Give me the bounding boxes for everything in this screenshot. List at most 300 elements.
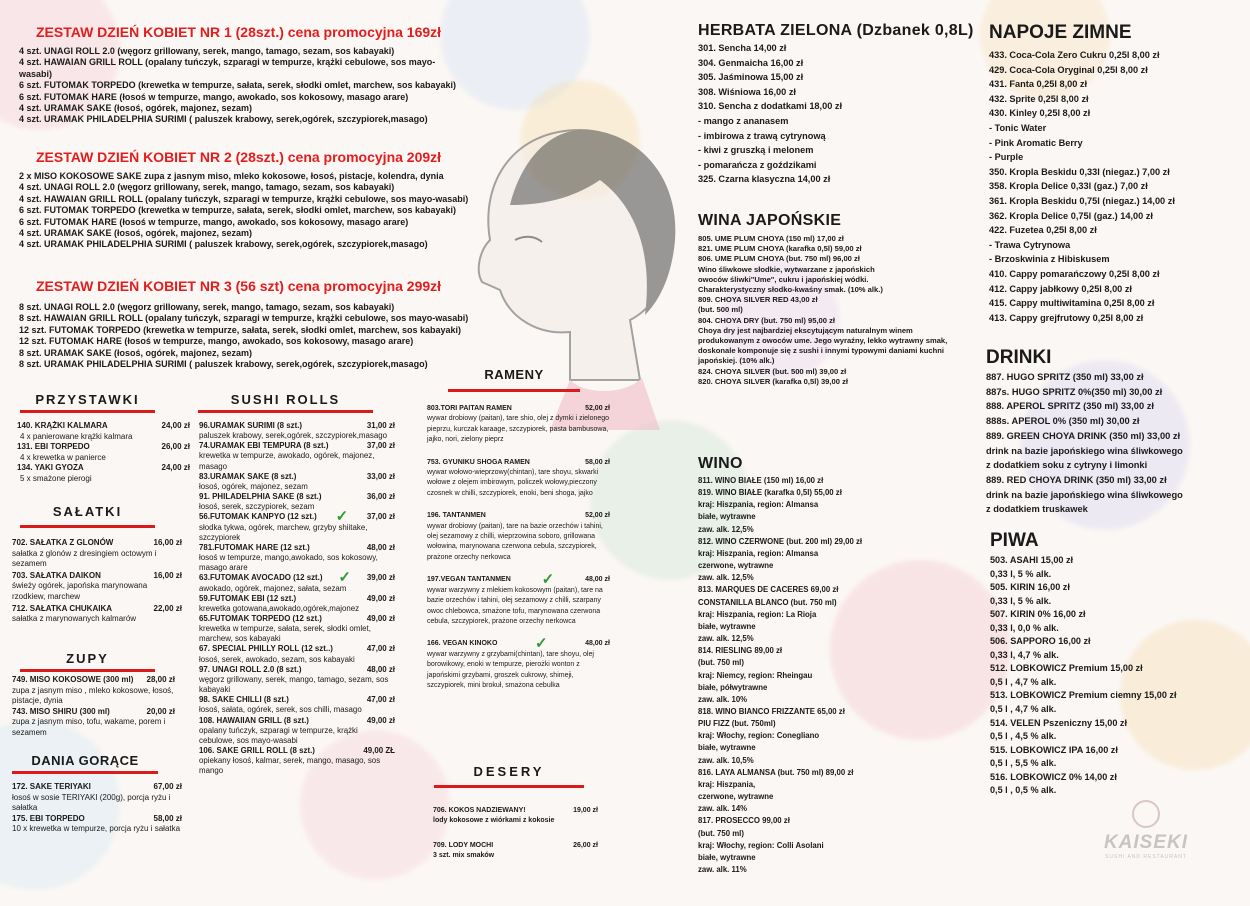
list-item [199, 472, 395, 492]
item-desc: opiekany łosoś, kalmar, serek, mango, masago, sos mango [199, 756, 381, 776]
zestaw-item: 8 szt. UNAGI ROLL 2.0 (węgorz grillowany, serek, mango, tamago, sezam, sos kabayaki) [19, 302, 395, 312]
item-name: 74.URAMAK EBI TEMPURA (8 szt.) [199, 441, 329, 451]
section-divider [448, 389, 580, 392]
list-line: - imbirowa z trawą cytrynową [698, 130, 826, 141]
list-line: owoców śliwki"Ume", cukru i japońskiej wódki. [698, 274, 869, 284]
list-line: 813. MARQUES DE CACERES 69,00 zł [698, 585, 839, 595]
zestaw-3-items [19, 302, 499, 370]
item-price: 67,00 zł [153, 782, 182, 791]
item-name: 83.URAMAK SAKE (8 szt.) [199, 471, 297, 481]
item-price: 52,00 zł [585, 512, 610, 520]
section-divider [12, 771, 158, 774]
item-name: 712. SAŁATKA CHUKAIKA [12, 603, 113, 613]
leaf-icon: ✓ [335, 508, 349, 526]
list-line: 0,5 l , 5,5 % alk. [990, 758, 1057, 769]
item-price: 28,00 zł [146, 675, 175, 684]
list-line: 889. GREEN CHOYA DRINK (350 ml) 33,00 zł [986, 430, 1181, 441]
item-name: 803.TORI PAITAN RAMEN [427, 405, 512, 412]
list-item [12, 707, 175, 739]
item-desc: krewetka gotowana,awokado,ogórek,majonez [199, 603, 360, 613]
list-item [17, 421, 190, 442]
item-desc: wywar drobiowy (paitan), tare shio, olej z dymki i zielonego pieprzu, kurczak karaage, szczypiorek, pasta bambusowa, jajko, nori, zielony pieprz [427, 415, 610, 444]
rameny-header [448, 367, 580, 392]
item-desc: opalany tuńczyk, szparagi w tempurze, krążki cebulowe, sos mayo-wasabi [199, 725, 358, 745]
item-name: 781.FUTOMAK HARE (12 szt.) [199, 542, 310, 552]
list-line: produkowanym z owoców ume. Jego wyraźny, lekko wytrawny smak, [698, 336, 948, 346]
item-price: 52,00 zł [585, 405, 610, 412]
item-desc: słodka tykwa, ogórek, marchew, grzyby shiitake, szczypiorek [199, 522, 368, 542]
item-price: 26,00 zł [161, 442, 190, 452]
list-line: 350. Kropla Beskidu 0,33l (niegaz.) 7,00 zł [989, 166, 1170, 177]
item-price: 48,00 zł [585, 576, 610, 584]
list-line: z dodatkiem soku z cytryny i limonki [986, 460, 1148, 471]
zestaw-item: 8 szt. URAMAK SAKE (łosoś, ogórek, majonez, sezam) [19, 347, 253, 358]
list-line: 804. CHOYA DRY (but. 750 ml) 95,00 zł [698, 315, 836, 325]
zestaw-1-title: ZESTAW DZIEŃ KOBIET NR 1 (28szt.) cena promocyjna 169zł [36, 24, 442, 40]
list-line: zaw. alk. 10% [698, 694, 748, 704]
list-line: 812. WINO CZERWONE (but. 200 ml) 29,00 zł [698, 536, 863, 546]
item-price: 49,00 zł [366, 715, 395, 725]
list-line: 0,33 l, 5 % alk. [990, 595, 1052, 606]
list-line: 816. LAYA ALMANSA (but. 750 ml) 89,00 zł [698, 767, 854, 777]
list-line: 503. ASAHI 15,00 zł [990, 555, 1074, 565]
item-price: 19,00 zł [573, 807, 598, 814]
item-name: 97. UNAGI ROLL 2.0 (8 szt.) [199, 664, 302, 674]
item-price: 16,00 zł [153, 538, 182, 547]
list-item [12, 814, 182, 835]
list-item [199, 695, 395, 715]
list-line: CONSTANILLA BLANCO (but. 750 ml) [698, 597, 837, 607]
zestaw-item: 2 x MISO KOKOSOWE SAKE zupa z jasnym miso, mleko kokosowe, łosoś, pistacje, kolendra, dynia [19, 171, 444, 181]
list-line: 410. Cappy pomarańczowy 0,25l 8,00 zł [989, 268, 1160, 279]
list-line: zaw. alk. 10,5% [698, 755, 754, 765]
item-price: 24,00 zł [161, 421, 190, 430]
item-desc: 4 x panierowane krążki kalmara [20, 431, 133, 441]
list-line: 819. WINO BIAŁE (karafka 0,5l) 55,00 zł [698, 488, 842, 498]
list-line: kraj: Włochy, region: Colli Asolani [698, 840, 824, 850]
dania-list [12, 782, 182, 835]
leaf-icon: ✓ [541, 571, 555, 589]
section-divider [20, 525, 155, 528]
item-desc: sałatka z glonów z dresingiem octowym i sezamem [12, 548, 157, 569]
item-price: 37,00 zł [366, 512, 395, 522]
list-line: 0,5 l , 0,5 % alk. [990, 785, 1057, 796]
item-name: 65.FUTOMAK TORPEDO (12 szt.) [199, 613, 322, 623]
kaiseki-logo [1096, 800, 1196, 860]
list-line: 305. Jaśminowa 15,00 zł [698, 72, 804, 83]
list-item [199, 594, 395, 614]
item-name: 172. SAKE TERIYAKI [12, 782, 91, 791]
list-line: 805. UME PLUM CHOYA (150 ml) 17,00 zł [698, 234, 844, 243]
rameny-list [427, 404, 610, 703]
logo-name: KAISEKI [1103, 832, 1189, 853]
item-price: 33,00 zł [366, 471, 395, 481]
item-name: 106. SAKE GRILL ROLL (8 szt.) [199, 746, 315, 755]
list-item [427, 635, 610, 691]
list-line: - Purple [989, 152, 1024, 163]
list-line: 513. LOBKOWICZ Premium ciemny 15,00 zł [990, 690, 1177, 701]
list-line: 0,5 l , 4,5 % alk. [990, 731, 1057, 742]
item-price: 47,00 zł [366, 695, 395, 705]
list-line: (but. 500 ml) [698, 305, 743, 315]
rameny-title: RAMENY [484, 367, 544, 382]
item-name: 96.URAMAK SURIMI (8 szt.) [199, 421, 303, 430]
item-price: 37,00 zł [366, 441, 395, 451]
item-desc: krewetka w tempurze, sałata, serek, słodki omlet, marchew, sos kabayaki [199, 624, 371, 644]
zestaw-item: 6 szt. FUTOMAK TORPEDO (krewetka w tempurze, sałata, serek, słodki omlet, marchew, sos kabayaki) [19, 80, 456, 91]
list-line: 362. Kropla Delice 0,75l (gaz.) 14,00 zł [989, 210, 1153, 221]
item-desc: 3 szt. mix smaków [433, 852, 495, 860]
item-name: 134. YAKI GYOZA [17, 463, 84, 473]
item-price: 48,00 zł [366, 664, 395, 674]
zupy-title: ZUPY [66, 651, 109, 666]
list-line: 361. Kropla Beskidu 0,75l (niegaz.) 14,00 zł [989, 195, 1175, 206]
item-name: 98. SAKE CHILLI (8 szt.) [199, 695, 289, 705]
list-line: 304. Genmaicha 16,00 zł [698, 57, 804, 68]
zestaw-item: 4 szt. HAWAIAN GRILL ROLL (opalany tuńczyk, szparagi w tempurze, krążki cebulowe, sos mayo-wasabi) [19, 193, 469, 204]
item-name: 197.VEGAN TANTANMEN [427, 576, 511, 584]
list-line: 507. KIRIN 0% 16,00 zł [990, 609, 1086, 620]
item-name: 67. SPECIAL PHILLY ROLL (12 szt..) [199, 644, 333, 654]
desery-title: DESERY [473, 764, 545, 779]
item-desc: łosoś, sałata, ogórek, serek, sos chilli, masago [199, 705, 362, 715]
item-desc: 10 x krewetka w tempurze, porcja ryżu i sałatka [12, 824, 181, 834]
item-name: 175. EBI TORPEDO [12, 813, 85, 823]
item-desc: wywar warzywny z grzybami(chintan), tare shoyu, olej borowikowy, enoki w tempurze, pierożki wonton z japońskimi grzybami, groszek cukrowy, shimeji, szczypiorek, mini brokuł, smażona cebulka [427, 650, 594, 689]
section-divider [198, 410, 373, 413]
item-desc: wywar drobiowy (paitan), tare na bazie orzechów i tahini, olej sezamowy z chilli, wieprzowina soboro, grillowana wołowina, marynowana czerwona cebula, szczypiorek, prażone orzechy nerkowca [427, 522, 603, 561]
item-desc: wywar wołowo-wieprzowy(chintan), tare shoyu, skwarki wołowe z olejem imbirowym, policzek wołowy,pieczony czosnek w chilli, szczypiorek, enoki, beni shoga, jajko [427, 469, 599, 497]
list-line: 806. UME PLUM CHOYA (but. 750 ml) 96,00 zł [698, 254, 860, 264]
list-line: z dodatkiem truskawek [986, 504, 1088, 515]
list-line: 433. Coca-Cola Zero Cukru 0,25l 8,00 zł [989, 50, 1160, 60]
item-price: 49,00 ZŁ [363, 746, 395, 755]
przystawki-list [17, 421, 190, 485]
napoje-list [989, 48, 1175, 325]
przystawki-header [20, 392, 155, 413]
list-item [427, 404, 610, 446]
zestaw-item: 8 szt. HAWAIAN GRILL ROLL (opalany tuńczyk, szparagi w tempurze, krążki cebulowe, sos mayo-wasabi) [19, 313, 469, 324]
leaf-icon: ✓ [534, 635, 548, 653]
dania-title: DANIA GORĄCE [31, 753, 139, 768]
salatki-header [20, 504, 155, 528]
item-name: 63.FUTOMAK AVOCADO (12 szt.) [199, 573, 323, 583]
list-line: białe, wytrawne [698, 621, 756, 631]
item-price: 36,00 zł [366, 492, 395, 502]
item-price: 31,00 zł [366, 421, 395, 430]
section-divider [20, 669, 155, 672]
item-name: 753. GYUNIKU SHOGA RAMEN [427, 458, 530, 466]
list-line: 814. RIESLING 89,00 zł [698, 646, 783, 656]
list-line: - Tonic Water [989, 122, 1047, 133]
zestaw-1 [36, 24, 441, 40]
list-line: PIU FIZZ (but. 750ml) [698, 719, 776, 729]
list-line: - pomarańcza z goździkami [698, 159, 817, 170]
item-desc: zupa z jasnym miso , mleko kokosowe, łosoś, pistacje, dynia [12, 685, 174, 706]
list-item [199, 421, 395, 441]
zestaw-2-title: ZESTAW DZIEŃ KOBIET NR 2 (28szt.) cena promocyjna 209zł [36, 149, 442, 165]
zestaw-item: 4 szt. URAMAK SAKE (łosoś, ogórek, majonez, sezam) [19, 228, 253, 239]
list-line: - Brzoskwinia z Hibiskusem [989, 254, 1110, 265]
list-line: Choya dry jest najbardziej ekscytującym naturalnym winem [698, 325, 913, 335]
list-item [12, 782, 182, 814]
list-line: 301. Sencha 14,00 zł [698, 43, 787, 53]
item-price: 47,00 zł [366, 644, 395, 654]
list-line: 515. LOBKOWICZ IPA 16,00 zł [990, 744, 1118, 755]
przystawki-title: PRZYSTAWKI [35, 392, 140, 407]
list-item [17, 463, 190, 484]
list-line: 0,33 l, 5 % alk. [990, 568, 1052, 579]
sushi-title: SUSHI ROLLS [230, 392, 341, 407]
wino-list [698, 475, 862, 876]
item-desc: zupa z jasnym miso, tofu, wakame, porem i sezamem [12, 717, 166, 737]
zestaw-3 [36, 278, 441, 294]
item-desc: węgorz grillowany, serek, mango, tamago, sezam, sos kabayaki [199, 674, 389, 695]
list-line: 308. Wiśniowa 16,00 zł [698, 86, 796, 97]
list-line: (but. 750 ml) [698, 828, 744, 838]
zestaw-item: 4 szt. HAWAIAN GRILL ROLL (opalany tuńczyk, szparagi w tempurze, krążki cebulowe, sos mayo- [19, 57, 436, 68]
item-name: 59.FUTOMAK EBI (12 szt.) [199, 593, 297, 603]
item-desc: wywar warzywny z mlekiem kokosowym (paitan), tare na bazie orzechów i tahini, olej sezamowy z chilli, szarpany owoc chlebowca, smażone tofu, marynowana czerwona cebula, szczypiorek, prażone orzechy nerkowca [427, 586, 603, 625]
list-item [199, 716, 395, 746]
item-name: 166. VEGAN KINOKO [427, 640, 498, 648]
dania-header [12, 753, 158, 774]
list-line: 809. CHOYA SILVER RED 43,00 zł [698, 295, 818, 305]
zestaw-2 [36, 149, 441, 165]
list-line: 310. Sencha z dodatkami 18,00 zł [698, 101, 843, 112]
list-line: (but. 750 ml) [698, 658, 744, 668]
list-line: 811. WINO BIAŁE (150 ml) 16,00 zł [698, 476, 824, 485]
list-item [433, 806, 598, 827]
list-line: 887. HUGO SPRITZ (350 ml) 33,00 zł [986, 372, 1144, 382]
herbata-title: HERBATA ZIELONA (Dzbanek 0,8L) [698, 22, 974, 39]
item-price: 26,00 zł [573, 841, 598, 849]
list-line: białe, wytrawne [698, 743, 756, 753]
list-item [12, 571, 182, 603]
list-line: - Pink Aromatic Berry [989, 137, 1083, 148]
list-line: 506. SAPPORO 16,00 zł [990, 636, 1091, 647]
list-line: 817. PROSECCO 99,00 zł [698, 816, 790, 826]
piwa-list [990, 554, 1176, 798]
list-item [199, 441, 395, 471]
sushi-header [198, 392, 373, 413]
list-item [427, 571, 610, 627]
zestaw-item: 4 szt. UNAGI ROLL 2.0 (węgorz grillowany, serek, mango, tamago, sezam, sos kabayaki) [19, 182, 395, 193]
item-price: 16,00 zł [153, 570, 182, 580]
item-name: 709. LODY MOCHI [433, 841, 494, 849]
list-line: białe, półwytrawne [698, 682, 768, 692]
zestaw-item: wasabi) [19, 68, 53, 79]
list-item [427, 511, 610, 563]
list-line: kraj: Hiszpania, [698, 779, 756, 789]
list-line: zaw. alk. 12,5% [698, 573, 754, 583]
list-line: drink na bazie japońskiego wina śliwkowego [986, 489, 1183, 500]
item-name: 196. TANTANMEN [427, 512, 486, 520]
list-line: 0,5 l , 4,7 % alk. [990, 704, 1057, 715]
item-desc: krewetka w tempurze, awokado, ogórek, majonez, masago [199, 451, 375, 471]
item-name: 140. KRĄŻKI KALMARA [17, 421, 108, 430]
list-line: białe, wytrawne [698, 852, 756, 862]
list-line: 415. Cappy multiwitamina 0,25l 8,00 zł [989, 298, 1155, 309]
list-line: 0,33 l, 0,0 % alk. [990, 622, 1059, 633]
item-price: 49,00 zł [366, 593, 395, 603]
list-line: 422. Fuzetea 0,25l 8,00 zł [989, 225, 1097, 236]
list-line: kraj: Włochy, region: Conegliano [698, 731, 820, 741]
item-desc: łosoś, serek, szczypiorek, sezam [199, 502, 315, 512]
list-item [199, 746, 395, 776]
zestaw-item: 6 szt. FUTOMAK TORPEDO (krewetka w tempurze, sałata, serek, słodki omlet, marchew, sos kabayaki) [19, 205, 456, 216]
item-desc: lody kokosowe z wiórkami z kokosie [433, 817, 555, 825]
list-item [12, 538, 182, 570]
item-name: 703. SAŁATKA DAIKON [12, 570, 101, 580]
item-desc: paluszek krabowy, serek,ogórek, szczypiorek,masago [199, 431, 387, 441]
item-desc: 5 x smażone pierogi [20, 473, 92, 483]
zupy-list [12, 675, 175, 739]
zestaw-item: 4 szt. UNAGI ROLL 2.0 (węgorz grillowany, serek, mango, tamago, sezam, sos kabayaki) [19, 46, 395, 56]
list-line: 821. UME PLUM CHOYA (karafka 0,5l) 59,00 zł [698, 244, 862, 254]
list-line: 818. WINO BIANCO FRIZZANTE 65,00 zł [698, 706, 845, 716]
list-line: 432. Sprite 0,25l 8,00 zł [989, 93, 1089, 104]
drinki-title: DRINKI [986, 347, 1052, 368]
list-line: drink na bazie japońskiego wina śliwkowego [986, 445, 1183, 456]
list-line: 889. RED CHOYA DRINK (350 ml) 33,00 zł [986, 474, 1167, 485]
leaf-icon: ✓ [338, 569, 351, 587]
sushi-list [199, 421, 395, 776]
list-line: kraj: Hiszpania, region: Almansa [698, 548, 819, 558]
list-item [199, 492, 395, 512]
item-desc: sałatka z marynowanych kalmarów [12, 614, 137, 624]
item-name: 91. PHILADELPHIA SAKE (8 szt.) [199, 492, 322, 502]
list-line: 516. LOBKOWICZ 0% 14,00 zł [990, 771, 1117, 782]
list-item [12, 604, 182, 625]
item-price: 48,00 zł [366, 542, 395, 552]
item-name: 706. KOKOS NADZIEWANY! [433, 807, 526, 814]
list-line: - kiwi z gruszką i melonem [698, 145, 814, 156]
desery-header [434, 764, 584, 788]
list-item [12, 675, 175, 707]
item-price: 20,00 zł [146, 706, 175, 716]
item-price: 58,00 zł [153, 813, 182, 823]
list-item [199, 569, 395, 593]
list-item [199, 644, 395, 664]
list-item [199, 508, 395, 542]
napoje-title: NAPOJE ZIMNE [989, 22, 1132, 43]
item-name: 131. EBI TORPEDO [17, 442, 90, 452]
zestaw-2-items [19, 171, 509, 251]
zupy-header [20, 651, 155, 672]
list-line: białe, wytrawne [698, 512, 756, 522]
list-line: 431. Fanta 0,25l 8,00 zł [989, 79, 1088, 90]
list-line: 888. APEROL SPRITZ (350 ml) 33,00 zł [986, 401, 1154, 412]
piwa-title: PIWA [990, 530, 1039, 551]
item-name: 56.FUTOMAK KANPYO (12 szt.) [199, 512, 317, 522]
zestaw-3-title: ZESTAW DZIEŃ KOBIET NR 3 (56 szt) cena promocyjna 299zł [36, 278, 442, 294]
zestaw-1-items [19, 46, 464, 126]
item-name: 749. MISO KOKOSOWE (300 ml) [12, 675, 134, 684]
list-item [433, 841, 598, 862]
list-item [427, 458, 610, 500]
herbata-list [698, 41, 842, 187]
list-line: doskonale komponuje się z sushi i innymi typowymi daniami kuchni [698, 346, 945, 356]
item-desc: łosoś, ogórek, majonez, sezam [199, 481, 308, 491]
section-divider [434, 785, 584, 788]
logo-mark-icon [1132, 800, 1160, 828]
wino-title: WINO [698, 455, 743, 472]
list-line: kraj: Hiszpania, region: Almansa [698, 500, 819, 510]
zestaw-item: 4 szt. URAMAK PHILADELPHIA SURIMI ( paluszek krabowy, serek,ogórek, szczypiorek,masago) [19, 114, 428, 125]
list-line: zaw. alk. 14% [698, 804, 748, 814]
list-line: zaw. alk. 11% [698, 865, 747, 874]
zestaw-item: 12 szt. FUTOMAK HARE (łosoś w tempurze, mango, awokado, sos kokosowy, masago arare) [19, 336, 414, 347]
list-line: 429. Coca-Cola Oryginal 0,25l 8,00 zł [989, 64, 1148, 75]
item-price: 49,00 zł [366, 613, 395, 623]
item-name: 702. SAŁATKA Z GLONÓW [12, 538, 114, 547]
item-price: 48,00 zł [585, 640, 610, 648]
item-desc: łosoś w sosie TERIYAKI (200g), porcja ryżu i sałatka [12, 792, 171, 813]
list-line: zaw. alk. 12,5% [698, 524, 754, 534]
list-line: - Trawa Cytrynowa [989, 239, 1071, 250]
list-line: 888s. APEROL 0% (350 ml) 30,00 zł [986, 416, 1140, 427]
list-item [199, 614, 395, 644]
list-line: 514. VELEN Pszeniczny 15,00 zł [990, 717, 1127, 728]
list-line: 0,33 l, 4,7 % alk. [990, 649, 1059, 660]
salatki-title: SAŁATKI [52, 504, 123, 519]
logo-sub: SUSHI AND RESTAURANT [1105, 854, 1187, 860]
list-line: kraj: Hiszpania, region: La Rioja [698, 609, 817, 619]
zestaw-item: 6 szt. FUTOMAK HARE (łosoś w tempurze, mango, awokado, sos kokosowy, masago arare) [19, 216, 409, 227]
list-line: 358. Kropla Delice 0,33l (gaz.) 7,00 zł [989, 181, 1148, 192]
list-line: zaw. alk. 12,5% [698, 634, 754, 644]
list-line: - mango z ananasem [698, 115, 789, 126]
item-name: 108. HAWAIIAN GRILL (8 szt.) [199, 715, 309, 725]
zestaw-item: 4 szt. URAMAK PHILADELPHIA SURIMI ( paluszek krabowy, serek,ogórek, szczypiorek,masago) [19, 239, 428, 250]
desery-list [433, 806, 598, 862]
item-price: 24,00 zł [161, 463, 190, 473]
item-price: 39,00 zł [366, 573, 395, 583]
item-price: 22,00 zł [153, 603, 182, 613]
list-line: kraj: Niemcy, region: Rheingau [698, 670, 813, 680]
drinki-list [986, 370, 1183, 517]
salatki-list [12, 538, 182, 625]
list-line: 430. Kinley 0,25l 8,00 zł [989, 108, 1091, 119]
list-line: 887s. HUGO SPRITZ 0%(350 ml) 30,00 zł [986, 386, 1163, 397]
item-name: 743. MISO SHIRU (300 ml) [12, 706, 110, 716]
zestaw-item: 4 szt. URAMAK SAKE (łosoś, ogórek, majonez, sezam) [19, 103, 253, 114]
section-divider [20, 410, 155, 413]
list-line: 512. LOBKOWICZ Premium 15,00 zł [990, 663, 1143, 674]
list-line: 412. Cappy jabłkowy 0,25l 8,00 zł [989, 283, 1132, 294]
list-line: 325. Czarna klasyczna 14,00 zł [698, 174, 831, 185]
list-line: 413. Cappy grejfrutowy 0,25l 8,00 zł [989, 312, 1144, 323]
list-line: czerwone, wytrawne [698, 561, 774, 571]
list-line: 0,5 l , 4,7 % alk. [990, 676, 1057, 687]
list-line: 505. KIRIN 16,00 zł [990, 582, 1070, 593]
list-line: Charakterystyczny słodko-kwaśny smak. (10% alk.) [698, 285, 883, 295]
item-desc: 4 x krewetka w panierce [20, 452, 106, 462]
wina-japonskie-title: WINA JAPOŃSKIE [698, 212, 842, 229]
list-line: czerwone, wytrawne [698, 792, 774, 802]
zestaw-item: 6 szt. FUTOMAK HARE (łosoś w tempurze, mango, awokado, sos kokosowy, masago arare) [19, 91, 409, 102]
item-desc: świeży ogórek, japońska marynowana rzodkiew, marchew [12, 581, 148, 601]
item-desc: awokado, ogórek, majonez, sałata, sezam [199, 583, 347, 593]
list-item [17, 442, 190, 463]
wina-japonskie-list [698, 234, 988, 387]
list-item [199, 665, 395, 695]
item-desc: łosoś w tempurze, mango,awokado, sos kokosowy, masago arare [199, 553, 378, 573]
list-item [199, 543, 395, 573]
zestaw-item: 8 szt. URAMAK PHILADELPHIA SURIMI ( paluszek krabowy, serek,ogórek, szczypiorek,masago) [19, 359, 428, 370]
zestaw-item: 12 szt. FUTOMAK TORPEDO (krewetka w tempurze, sałata, serek, słodki omlet, marchew, sos kabayaki) [19, 324, 461, 335]
